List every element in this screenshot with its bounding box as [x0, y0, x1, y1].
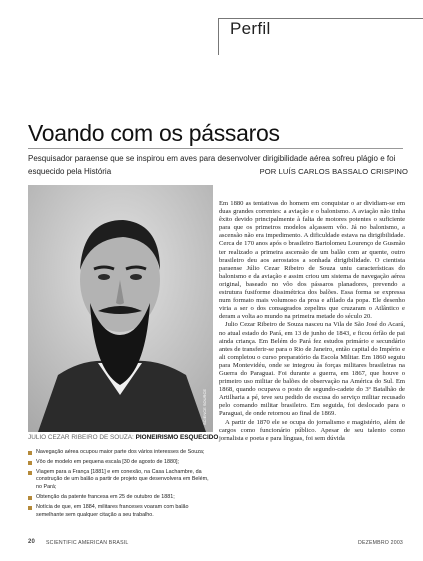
portrait-photo — [28, 185, 213, 432]
byline: POR LUÍS CARLOS BASSALO CRISPINO — [259, 167, 408, 176]
body-paragraph: A partir de 1870 ele se ocupa do jornalismo e magistério, além de cargos como funcionário público. Apesar de seu talento como jornalista e poeta e para línguas, foi sem dúvida — [219, 418, 405, 442]
chronology-item: Obtenção da patente francesa em 25 de outubro de 1881; — [28, 494, 213, 502]
caption-name: JULIO CEZAR RIBEIRO DE SOUZA: — [28, 434, 134, 441]
bullet-square-icon — [28, 451, 32, 455]
bullet-square-icon — [28, 496, 32, 500]
chronology-item: Navegação aérea ocupou maior parte dos vários interesses de Souza; — [28, 449, 213, 457]
caption-subtitle: PIONEIRISMO ESQUECIDO — [135, 434, 219, 441]
article-title: Voando com os pássaros — [28, 120, 280, 146]
page-number: 20 — [28, 539, 36, 545]
title-divider — [28, 148, 403, 149]
magazine-name: SCIENTIFIC AMERICAN BRASIL — [46, 540, 129, 546]
issue-date: DEZEMBRO 2003 — [358, 540, 403, 546]
article-body — [219, 200, 405, 443]
deck-text: Pesquisador paraense que se inspirou em aves para desenvolver dirigibilidade aérea sofreu plágio e foi esquecido pela História — [28, 154, 396, 176]
photo-credit: SCIENCE SOURCE — [202, 388, 207, 425]
chronology-item: Notícia de que, em 1884, militares franceses voaram com balão semelhante sem qualquer citação a seu trabalho. — [28, 504, 213, 520]
portrait-illustration — [28, 185, 213, 432]
chronology-item: Viagem para a França [1881] e em conexão, na Casa Lachambre, da construção de um balão a partir de projeto que desenvolvera em Belém, no Pará; — [28, 469, 213, 492]
bullet-square-icon — [28, 471, 32, 475]
page-footer — [28, 539, 403, 549]
body-paragraph: Julio Cezar Ribeiro de Souza nasceu na Vila de São José do Acará, no atual estado do Pará, em 13 de junho de 1843, e ficou órfão de pai ainda criança. Em Belém do Pará fez estudos primário e secundário antes de transferir-se para o Rio de Janeiro, então capital do Império e ali completou o curso preparatório da Escola Militar. Em 1860 seguiu para Montevidéu, onde se integrou às forças militares brasileiras na Guerra do Paraguai. Foi durante a guerra, em 1867, que houve o primeiro uso militar de balões de observação na América do Sul. Em 1868, quando ocupava o posto de segundo-cadete do 3º Batalhão de Artilharia a pé, teve seu pedido de escusa do serviço militar recusado pelo comando militar brasileiro. Em seguida, foi deslocado para o Paraguai, de onde retornou ao final de 1869. — [219, 321, 405, 418]
chronology-item: Vôo de modelo em pequena escala [30 de agosto de 1880]; — [28, 459, 213, 467]
photo-caption — [28, 432, 219, 444]
bullet-square-icon — [28, 461, 32, 465]
bullet-square-icon — [28, 506, 32, 510]
article-deck — [28, 152, 408, 178]
section-label: Perfil — [230, 19, 271, 38]
body-paragraph: Em 1880 as tentativas do homem em conquistar o ar dividiam-se em duas grandes correntes: a aviação e o balonismo. A aviação não tinha êxito devido principalmente à falta de motores potentes o suficiente para que os primeiros modelos alçassem vôo. Já no balonismo, a ascensão não era impedimento. A dificuldade estava na dirigibilidade. Cerca de 170 anos após o brasileiro Bartolomeu Lourenço de Gusmão ter realizado a primeira ascensão de um balão com ar quente, outro brasileiro deu aos aerostatos a sonhada dirigibilidade. O cientista paraense Júlio Cezar Ribeiro de Souza uniu características do balonismo e da aviação e assim criou um sistema de navegação aérea original, baseado no vôo dos pássaros planadores, prevendo a estrutura fusiforme dissimétrica dos balões. Essa forma se expressa num formato mais volumoso da proa e afilado da popa. Ele desenho viria a ser o dos consagrados zepelins que cruzaram o Atlântico e deram a volta ao mundo na primeira metade do século 20. — [219, 200, 405, 321]
chronology-list — [28, 449, 213, 521]
top-bar — [0, 0, 423, 8]
